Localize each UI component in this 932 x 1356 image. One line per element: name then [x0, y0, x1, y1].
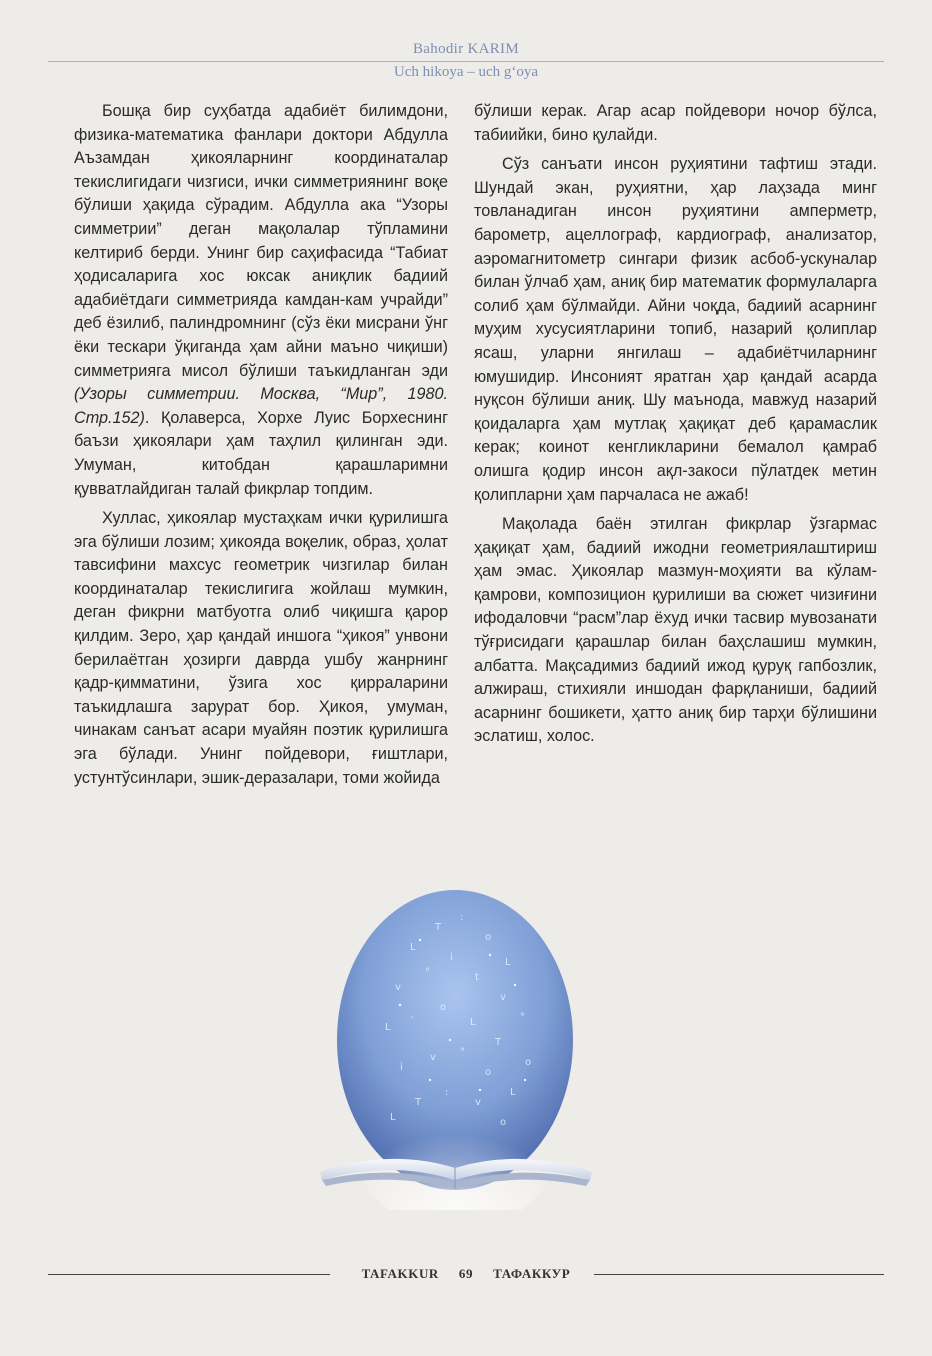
page-number: 69 [458, 1266, 474, 1281]
svg-text:t: t [475, 972, 479, 983]
right-column [474, 100, 877, 749]
svg-text:v: v [430, 1052, 436, 1063]
svg-text:v: v [395, 982, 401, 993]
svg-text:o: o [440, 1002, 447, 1013]
svg-text:L: L [470, 1017, 476, 1028]
left-paragraph-1-text-b: . Қолаверса, Хорхе Луис Борхеснинг баъзи ҳикоялари ҳам таҳлил қилинган эди. Умуман, китобдан қарашларимни қувватлайдиган талай фикрлар топдим. [74, 408, 448, 498]
right-paragraph-continuation: бўлиши керак. Агар асар пойдевори ночор бўлса, табиийки, бино қулайди. [474, 102, 877, 144]
svg-text:i: i [400, 1062, 403, 1073]
footer-label [344, 1264, 588, 1284]
svg-text:°: ° [460, 1047, 465, 1058]
svg-text:v: v [500, 992, 506, 1003]
footer-magazine-latin: TAFAKKUR [361, 1266, 439, 1281]
header-rule [48, 61, 884, 62]
svg-text:°: ° [520, 1012, 525, 1023]
svg-text:o: o [525, 1057, 532, 1068]
svg-text:°: ° [425, 967, 430, 978]
svg-text:T: T [495, 1037, 502, 1048]
left-paragraph-2: Хуллас, ҳикоялар мустаҳкам ички қурилишга эга бўлиши лозим; ҳикояда воқелик, образ, ҳолат тавсифини махсус геометрик чизгилар билан координаталар текислигига жойлаш мумкин, деган фикрни матбуотга олиб чиқишга қарор қилдим. Зеро, ҳар қандай иншога “ҳикоя” унвони берилаётган ҳозирги даврда ушбу жанрнинг қадр-қимматини, ўзига хос қирраларини таъкидлашга зарурат бор. Ҳикоя, умуман, чинакам санъат асари муайян поэтик қурилишга эга бўлади. Унинг пойдевори, ғиштлари, устунтўсинлари, эшик-деразалари, томи жойида [74, 509, 448, 787]
svg-text:L: L [505, 957, 511, 968]
header-subtitle: Uch hikoya – uch g‘oya [393, 64, 539, 80]
svg-text:-: - [410, 1012, 414, 1023]
footer-magazine-cyrillic: ТАФАККУР [493, 1266, 571, 1281]
svg-text:i: i [450, 952, 453, 963]
svg-text:v: v [475, 1097, 481, 1108]
svg-text:L: L [385, 1022, 391, 1033]
svg-text:L: L [410, 942, 416, 953]
svg-text:L: L [390, 1112, 396, 1123]
svg-text:T: T [415, 1097, 422, 1108]
svg-text:o: o [485, 932, 492, 943]
left-paragraph-1-text-a: Бошқа бир суҳбатда адабиёт билимдони, физика-математика фанлари доктори Абдулла Аъзамдан ҳикояларнинг координаталар текислигидаги чизгиси, ички симметриянинг воқе бўлиши ҳақида сўрадим. Абдулла ака “Узоры симметрии” деган мақолалар тўпламини келтириб берди. Унинг бир саҳифасида “Табиат ҳодисаларига хос юксак аниқлик бадиий адабиётдаги симметрияда камдан-кам учрайди” деб ёзилиб, палиндромнинг (сўз ёки мисрани ўнг ёки тескари ўқиганда ҳам айни маъно чиқиши) симметрияга мисол бўлиши таъкидланган эди [74, 102, 448, 380]
svg-text:o: o [485, 1067, 492, 1078]
left-column [74, 100, 448, 790]
svg-text:L: L [510, 1087, 516, 1098]
citation-italic: (Узоры симметрии. Москва, “Мир”, 1980. Стр.152) [74, 385, 448, 427]
svg-text:o: o [500, 1117, 507, 1128]
open-book-illustration [300, 880, 610, 1210]
right-paragraph-2: Мақолада баён этилган фикрлар ўзгармас ҳақиқат ҳам, бадиий ижодни геометриялаштириш ҳам эмас. Ҳикоялар мазмун-моҳияти ва кўлам-қамрови, композицион қурилиши ва сюжет чизиғини ифодаловчи “расм”лар ёхуд ички тасвир мувозанати тўғрисидаги қарашлар билан баҳслашиш мумкин, албатта. Мақсадимиз бадиий ижод қуруқ гапбозлик, алжираш, стихияли иншодан фарқланиши, бадиий асарнинг бошикети, ҳатто аниқ бир тарҳи бўлишини эслатиш, холос. [474, 515, 877, 746]
right-paragraph-1: Сўз санъати инсон руҳиятини тафтиш этади. Шундай экан, руҳиятни, ҳар лаҳзада минг товланадиган инсон руҳиятини амперметр, барометр, ацеллограф, кардиограф, анализатор, аэромагнитометр сингари физик асбоб-ускуналар билан ўлчаб ҳам, аниқ бир математик формулаларга солиб ҳам бўлмайди. Айни чоқда, бадиий асарнинг муҳим хусусиятларини топиб, назарий қолиплар ясаш, уларни янгилаш – адабиётчиларнинг юмушидир. Инсоният яратган ҳар қандай асарда нуқсон бўлиши аниқ. Шу маънода, мавжуд назарий қоидаларга ҳам мутлақ ҳақиқат деб қарамаслик керак; коинот кенгликларини бемалол қамраб олишга қодир инсон ақл-закоси пўлатдек метин қолипларни ҳам парчаласа не ажаб! [474, 155, 877, 504]
left-paragraph-1 [74, 100, 448, 501]
footer-rule-left [48, 1274, 330, 1275]
svg-text::: : [460, 912, 464, 923]
page-footer [48, 1264, 884, 1284]
footer-rule-right [594, 1274, 884, 1275]
header-author: Bahodir KARIM [413, 41, 519, 57]
open-book-with-blue-oval-of-flying-letters-icon [300, 880, 610, 1210]
running-header [0, 40, 932, 81]
svg-text:T: T [435, 922, 442, 933]
svg-text::: : [445, 1087, 449, 1098]
